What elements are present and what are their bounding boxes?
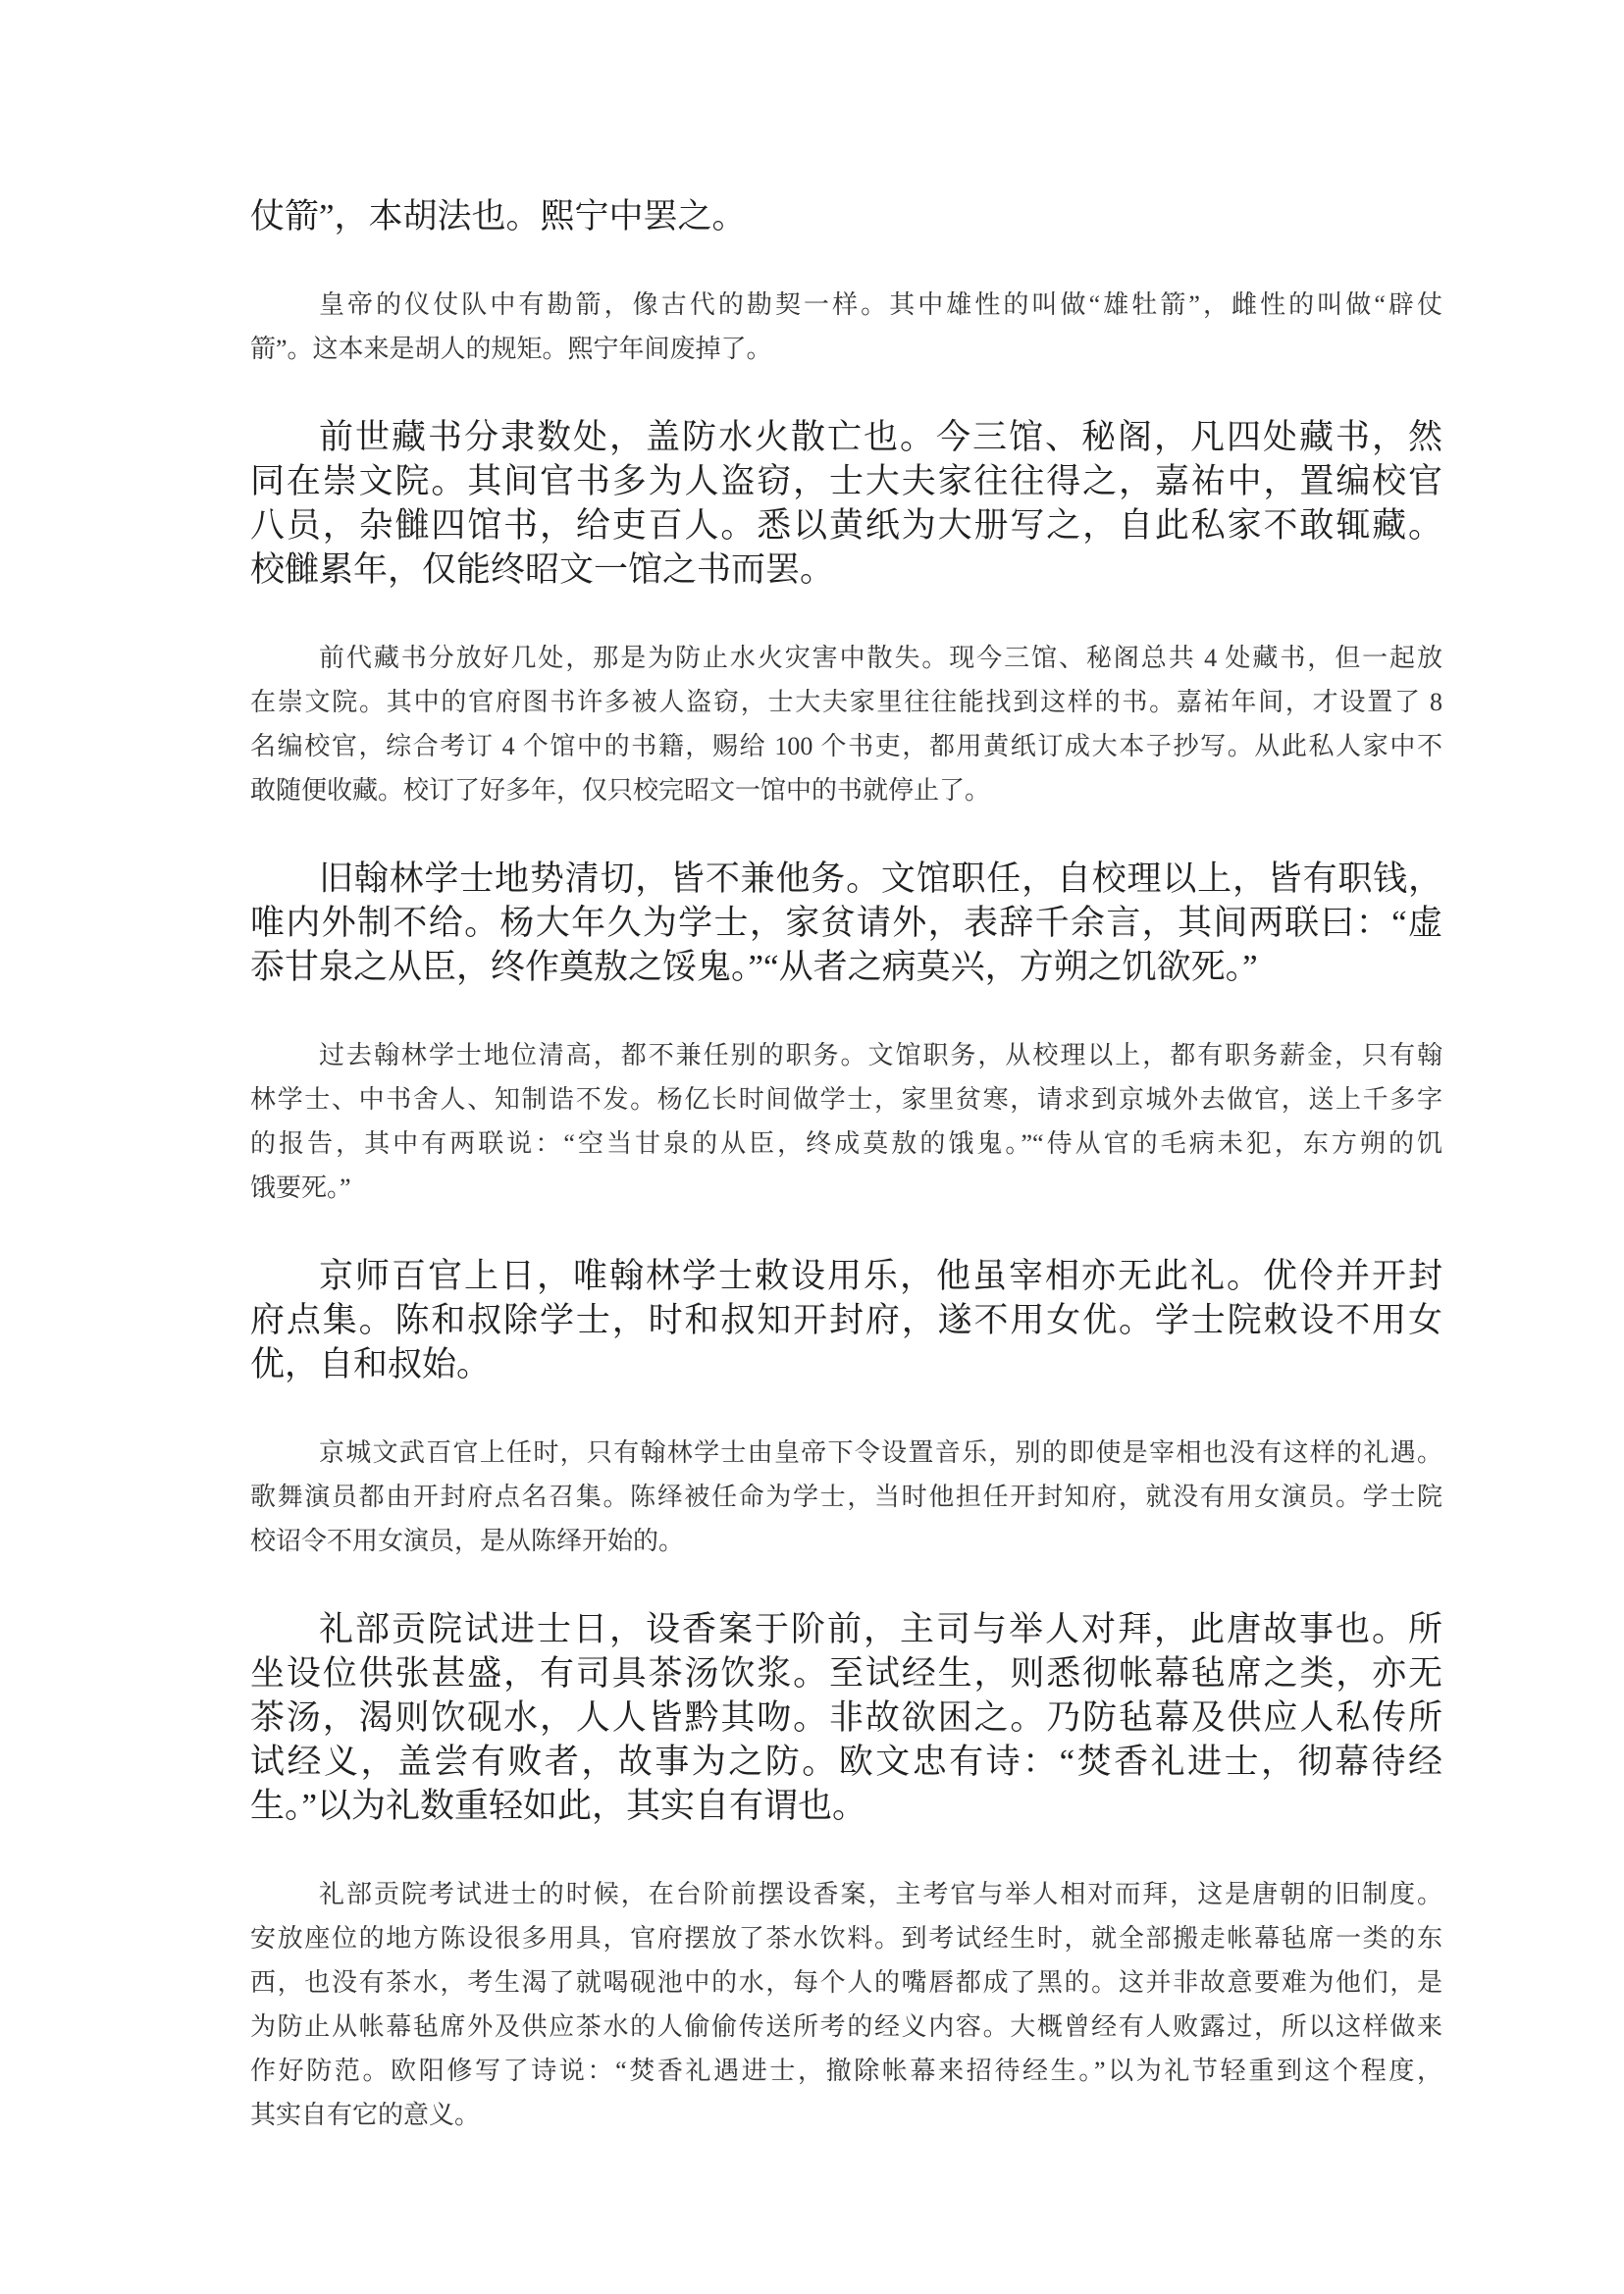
text-line: 八员，杂雠四馆书，给吏百人。悉以黄纸为大册写之，自此私家不敢辄藏。 [250,506,1442,545]
text-line: 名编校官，综合考订 4 个馆中的书籍，赐给 100 个书吏，都用黄纸订成大本子抄写。从此私人家中不 [250,732,1442,760]
paragraph-translation [250,283,1442,371]
text-line: 旧翰林学士地势清切，皆不兼他务。文馆职任，自校理以上，皆有职钱， [319,860,1442,898]
text-line: 礼部贡院考试进士的时候，在台阶前摆设香案，主考官与举人相对而拜，这是唐朝的旧制度。 [319,1880,1442,1908]
text-line: 校诏令不用女演员，是从陈绎开始的。 [250,1527,685,1555]
text-line: 饿要死。” [250,1173,351,1202]
text-line: 歌舞演员都由开封府点名召集。陈绎被任命为学士，当时他担任开封知府，就没有用女演员。学士院 [250,1483,1442,1511]
text-line: 过去翰林学士地位清高，都不兼任别的职务。文馆职务，从校理以上，都有职务薪金，只有翰 [319,1041,1442,1069]
text-line: 为防止从帐幕毡席外及供应茶水的人偷偷传送所考的经义内容。大概曾经有人败露过，所以这样做来 [250,2012,1442,2041]
paragraph-classical [250,415,1442,592]
text-line: 其实自有它的意义。 [250,2101,481,2129]
text-line: 在崇文院。其中的官府图书许多被人盗窃，士大夫家里往往能找到这样的书。嘉祐年间，才设置了 8 [250,688,1442,716]
text-line: 京城文武百官上任时，只有翰林学士由皇帝下令设置音乐，别的即使是宰相也没有这样的礼遇。 [319,1438,1442,1467]
paragraph-translation [250,1431,1442,1563]
paragraph-classical [250,194,1442,238]
text-line: 敢随便收藏。校订了好多年，仅只校完昭文一馆中的书就停止了。 [250,776,991,805]
text-line: 作好防范。欧阳修写了诗说：“焚香礼遇进士，撤除帐幕来招待经生。”以为礼节轻重到这个程度， [250,2057,1442,2085]
paragraph-classical [250,1607,1442,1828]
text-line: 林学士、中书舍人、知制诰不发。杨亿长时间做学士，家里贫寒，请求到京城外去做官，送上千多字 [250,1085,1442,1114]
text-line: 前代藏书分放好几处，那是为防止水火灾害中散失。现今三馆、秘阁总共 4 处藏书，但一起放 [319,644,1442,672]
text-line: 前世藏书分隶数处，盖防水火散亡也。今三馆、秘阁，凡四处藏书，然 [319,418,1442,456]
text-line: 唯内外制不给。杨大年久为学士，家贫请外，表辞千余言，其间两联曰：“虚 [250,904,1442,942]
text-line: 西，也没有茶水，考生渴了就喝砚池中的水，每个人的嘴唇都成了黑的。这并非故意要难为他们，是 [250,1968,1442,1997]
paragraph-translation [250,636,1442,812]
paragraph-classical [250,857,1442,989]
paragraph-classical [250,1254,1442,1386]
text-line: 坐设位供张甚盛，有司具茶汤饮浆。至试经生，则悉彻帐幕毡席之类，亦无 [250,1654,1442,1693]
paragraph-translation [250,1872,1442,2137]
text-line: 的报告，其中有两联说：“空当甘泉的从臣，终成莫敖的饿鬼。”“侍从官的毛病未犯，东方朔的饥 [250,1129,1442,1158]
text-line: 安放座位的地方陈设很多用具，官府摆放了茶水饮料。到考试经生时，就全部搬走帐幕毡席一类的东 [250,1924,1442,1953]
text-line: 同在崇文院。其间官书多为人盗窃，士大夫家往往得之，嘉祐中，置编校官 [250,462,1442,500]
text-line: 试经义，盖尝有败者，故事为之防。欧文忠有诗：“焚香礼进士，彻幕待经 [250,1743,1442,1781]
text-line: 茶汤，渴则饮砚水，人人皆黔其吻。非故欲困之。乃防毡幕及供应人私传所 [250,1698,1442,1737]
text-line: 箭”。这本来是胡人的规矩。熙宁年间废掉了。 [250,335,772,363]
text-line: 忝甘泉之从臣，终作奠敖之馁鬼。”“从者之病莫兴，方朔之饥欲死。” [250,948,1258,986]
text-line: 校雠累年，仅能终昭文一馆之书而罢。 [250,550,835,589]
paragraph-translation [250,1033,1442,1210]
text-line: 府点集。陈和叔除学士，时和叔知开封府，遂不用女优。学士院敕设不用女 [250,1301,1442,1339]
text-line: 京师百官上日，唯翰林学士敕设用乐，他虽宰相亦无此礼。优伶并开封 [319,1257,1442,1295]
text-line: 生。”以为礼数重轻如此，其实自有谓也。 [250,1787,867,1825]
text-line: 仗箭”，本胡法也。熙宁中罢之。 [250,197,747,235]
text-line: 优，自和叔始。 [250,1345,492,1383]
text-line: 礼部贡院试进士日，设香案于阶前，主司与举人对拜，此唐故事也。所 [319,1610,1442,1648]
text-line: 皇帝的仪仗队中有勘箭，像古代的勘契一样。其中雄性的叫做“雄牡箭”，雌性的叫做“辟仗 [319,290,1442,319]
